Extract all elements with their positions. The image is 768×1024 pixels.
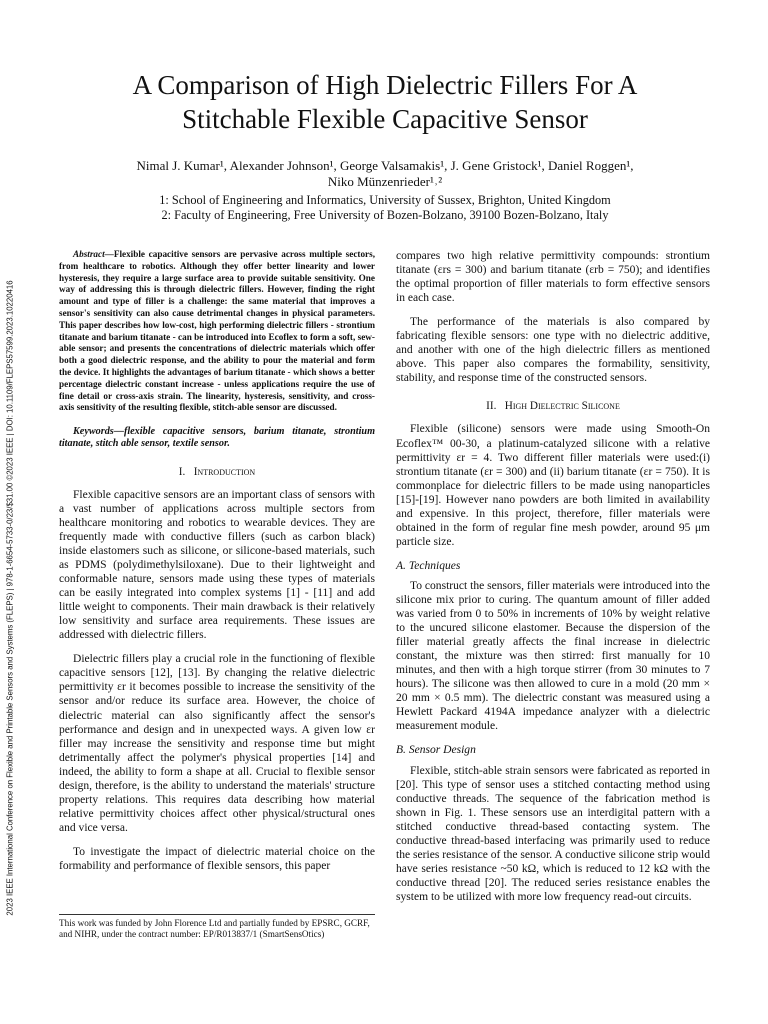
- section-number: II.: [486, 400, 497, 413]
- keywords-text: flexible capacitive sensors, barium titanate, strontium titanate, stitch able sensor, textile sensor.: [59, 426, 375, 450]
- left-column: [59, 249, 375, 883]
- right-column: [396, 249, 710, 914]
- keywords: [59, 426, 375, 451]
- title-line-1: A Comparison of High Dielectric Fillers For A: [132, 70, 638, 100]
- section-title: Introduction: [193, 465, 256, 478]
- right-paragraph-1: compares two high relative permittivity compounds: strontium titanate (εrs = 300) and barium titanate (εrb = 750); and identifies the optimal proportion of filler materials to form effective sensors in each case.: [396, 250, 710, 305]
- affiliation-2: 2: Faculty of Engineering, Free University of Bozen-Bolzano, 39100 Bozen-Bolzano, Italy: [161, 208, 609, 222]
- affiliation-1: 1: School of Engineering and Informatics, University of Sussex, Brighton, United Kingdom: [159, 193, 611, 207]
- techniques-paragraph: To construct the sensors, filler materials were introduced into the silicone mix prior to curing. The quantum amount of filler added was varied from 0 to 50% in increments of 10% by weight relative to the uncured silicone elastomer. Because the dispersion of the filler material greatly affects the final increase in dielectric constant, the mixture was then stirred: first manually for 10 minutes, and then with a high torque stirrer (from 30 minutes to 7 hours). The silicone was then allowed to cure in a mold (20 mm × 20 mm × 0.5 mm). The dielectric constant was measured using a Hewlett Packard 4194A impedance analyzer with a dielectric measurement module.: [396, 579, 710, 733]
- title-line-2: Stitchable Flexible Capacitive Sensor: [182, 104, 588, 134]
- intro-paragraph-1: Flexible capacitive sensors are an important class of sensors with a vast number of applications across multiple sectors from healthcare monitoring and robotics to wearable devices. They are frequently made with conductive fillers (such as carbon black) inside elastomers such as silicone, or silicone-based materials, such as PDMS (polydimethylsiloxane). Due to their lightweight and conformable nature, sensors made using these types of materials can be easily integrated into complex systems [1] - [11] and add little weight to components. Their main drawback is their relatively low sensitivity and surface area requirements. These issues are addressed with dielectric fillers.: [59, 488, 375, 642]
- intro-paragraph-3: To investigate the impact of dielectric material choice on the formability and performance of flexible sensors, this paper: [59, 845, 375, 872]
- doi-sidebar-text: 2023 IEEE International Conference on Flexible and Printable Sensors and Systems (FLEPS) | 978-1-6654-5733-0/23/$31.00 ©2023 IEEE | DOI: 10.1109/FLEPS57599.2023.10220416: [5, 280, 15, 916]
- abstract-text: Flexible capacitive sensors are pervasive across multiple sectors, from healthcare to robotics. Although they offer better linearity and lower hysteresis, they require a large surface area to provide suitable sensitivity. One way of addressing this is through dielectric fillers. However, finding the right amount and type of filler is a challenge: the same material that improves a sensor's sensitivity can also cause detrimental changes in physical parameters. This paper describes how low-cost, high performing dielectric fillers - strontium titanate and barium titanate - can be introduced into Ecoflex to form a soft, sew-able sensor; and presents the concentrations of dielectric materials which offer both a good dielectric response, and the ability to pour the material and form the device. It highlights the advantages of barium titanate - which shows a better percentage dielectric constant increase - unless applications require the use of fine detail or cross-axis strain. The linearity, hysteresis, sensitivity, and cross-axis sensitivity of the resulting flexible, stitch-able sensor are discussed.: [59, 249, 375, 413]
- section-title: High Dielectric Silicone: [504, 400, 620, 413]
- doi-sidebar: [2, 242, 16, 954]
- section-number: I.: [178, 465, 186, 478]
- section2-paragraph-1: Flexible (silicone) sensors were made using Smooth-On Ecoflex™ 00-30, a platinum-catalyzed silicone with a relative permittivity εr = 4. Two different filler materials were used:(i) strontium titanate (εr = 300) and (ii) barium titanate (εr = 750). It is commonplace for dielectric fillers to be made using nanoparticles [15]-[19]. However nano powders are both limited in availability and expensive. In this project, therefore, filler materials were obtained in the form of regular fine mesh powder, around 95 μm particle size.: [396, 423, 710, 548]
- funding-footnote: This work was funded by John Florence Ltd and partially funded by EPSRC, GCRF, and NIHR, under the contract number: EP/R013837/1 (SmartSensOtics): [59, 914, 375, 940]
- affiliations: [40, 193, 730, 223]
- abstract-label: Abstract—: [73, 249, 114, 259]
- section-heading-high-dielectric-silicone: [396, 399, 710, 413]
- authors-line-1: Nimal J. Kumar¹, Alexander Johnson¹, George Valsamakis¹, J. Gene Gristock¹, Daniel Roggen¹,: [136, 158, 634, 173]
- authors-line-2: Niko Münzenrieder¹˒²: [327, 174, 443, 189]
- section-heading-introduction: [59, 465, 375, 479]
- author-list: [40, 158, 730, 190]
- subsection-heading-sensor-design: B. Sensor Design: [396, 744, 476, 757]
- paper-title: [40, 68, 730, 136]
- right-paragraph-2: The performance of the materials is also compared by fabricating flexible sensors: one type with no dielectric additive, and another with one of the high dielectric fillers as mentioned above. This paper also compares the formability, sensitivity, stability, and response time of the constructed sensors.: [396, 316, 710, 385]
- intro-paragraph-2: Dielectric fillers play a crucial role in the functioning of flexible capacitive sensors [12], [13]. By changing the relative dielectric permittivity εr it becomes possible to increase the sensitivity of the sensor and/or reduce its surface area. However, the choice of dielectric material can also significantly affect the sensor's performance and design and in unexpected ways. A given low εr filler may increase the sensitivity and response time but might detrimentally affect the polymer's physical properties [14] and indeed, the ability to form a shape at all. Crucial to flexible sensor design, therefore, is the ability to understand the materials' structure property relations. This requires data describing how material relative permittivity choices affect other physical/structural ones and vice versa.: [59, 653, 375, 834]
- abstract: [59, 249, 375, 414]
- sensor-design-paragraph: Flexible, stitch-able strain sensors were fabricated as reported in [20]. This type of sensor uses a stitched contacting method using conductive threads. The sequence of the fabrication method is shown in Fig. 1. These sensors use an interdigital pattern with a stitched conductive thread-based contacting system. The conductive thread-based interfacing was primarily used to reduce the series resistance of the sensor. A conductive silicone strip would have series resistance ~50 kΩ, which is reduced to 12 kΩ with the conductive thread [20]. The reduced series resistance enables the system to be utilized with more low frequency read-out circuits.: [396, 764, 710, 903]
- keywords-label: Keywords—: [73, 426, 124, 438]
- subsection-heading-techniques: A. Techniques: [396, 559, 461, 572]
